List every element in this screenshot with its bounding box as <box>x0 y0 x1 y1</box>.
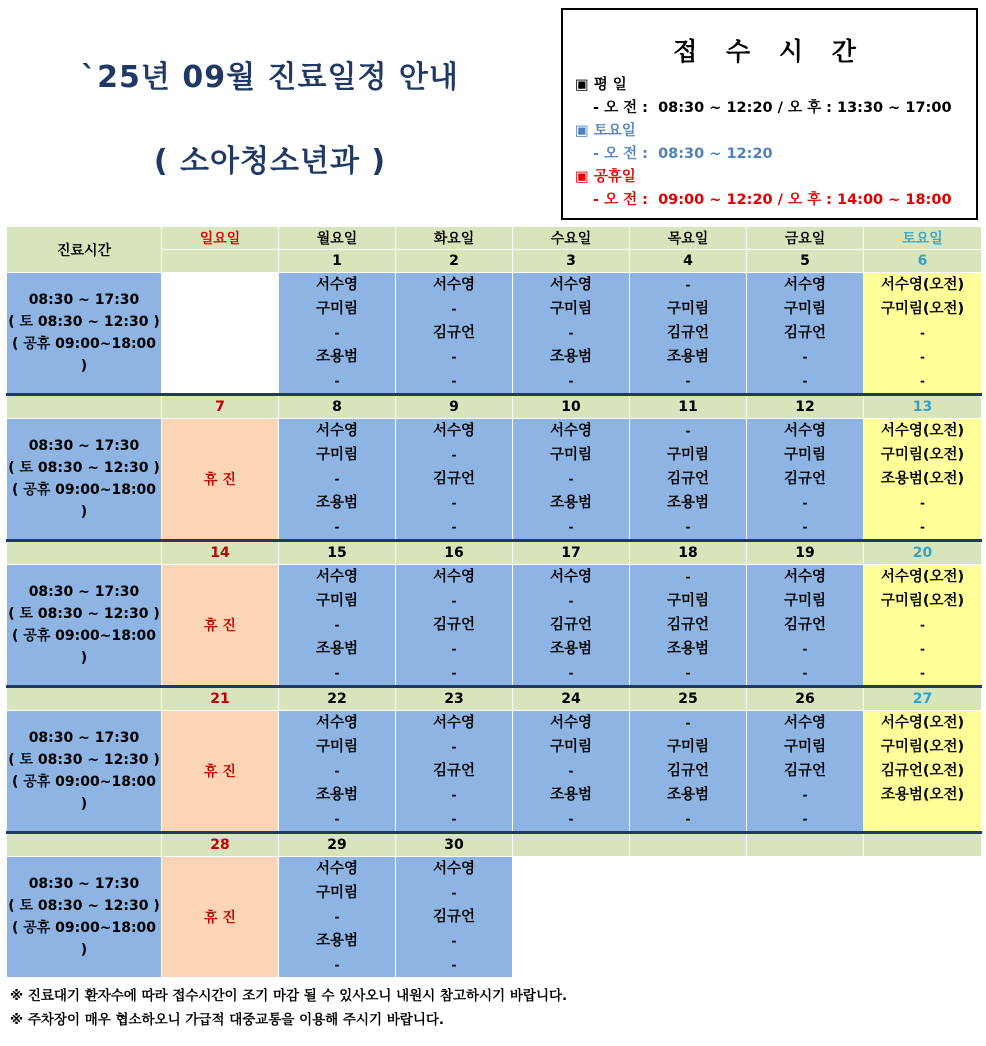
doctor-name: 구미림 <box>666 447 710 463</box>
doctor-name: 조용범 <box>315 349 359 365</box>
date-thursday: 4 <box>630 250 747 273</box>
doctor-name: 조용범 <box>315 933 359 949</box>
doctor-list-monday <box>279 857 396 978</box>
note-waiting: ※ 진료대기 환자수에 따라 접수시간이 조기 마감 될 수 있사오니 내원시 참고하시기 바랍니다. <box>10 988 568 1004</box>
holiday-label: ▣ 공휴일 <box>575 169 636 185</box>
doctor-name: - <box>568 472 574 486</box>
doctor-name: 서수영 <box>432 861 476 877</box>
date-row <box>7 395 982 419</box>
date-saturday: 13 <box>864 395 982 419</box>
doctor-name: 김규언 <box>783 325 827 341</box>
doctor-list-tuesday <box>396 711 513 833</box>
doctor-name: - <box>920 666 925 680</box>
closed-label: 휴 진 <box>204 472 236 488</box>
doctor-name: 조용범 <box>549 787 593 803</box>
doctor-name: 서수영 <box>549 277 593 293</box>
clinic-hours-line: 08:30 ~ 17:30 <box>28 584 140 600</box>
doctor-name: 서수영 <box>315 861 359 877</box>
doctor-list-thursday <box>630 711 747 833</box>
closed-cell <box>162 565 279 687</box>
doctor-name: - <box>334 910 340 924</box>
clinic-hours-line: 08:30 ~ 17:30 <box>28 876 140 892</box>
doctor-name: - <box>685 374 691 388</box>
doctor-name: - <box>451 374 457 388</box>
doctor-name: 구미림 <box>783 593 827 609</box>
day-header-tuesday: 화요일 <box>396 227 513 250</box>
clinic-hours-cell <box>7 273 162 395</box>
empty-cell <box>513 857 630 978</box>
saturday-label: ▣ 토요일 <box>575 123 636 139</box>
date-monday: 8 <box>279 395 396 419</box>
doctor-name: - <box>802 812 808 826</box>
date-monday: 29 <box>279 833 396 857</box>
closed-cell <box>162 857 279 978</box>
date-friday <box>747 833 864 857</box>
day-header-sunday: 일요일 <box>162 227 279 250</box>
doctor-list-tuesday <box>396 419 513 541</box>
date-sunday: 21 <box>162 687 279 711</box>
doctor-name: - <box>685 520 691 534</box>
doctor-name: - <box>451 666 457 680</box>
day-header-wednesday: 수요일 <box>513 227 630 250</box>
doctor-name: - <box>920 496 925 510</box>
doctor-name: - <box>451 934 457 948</box>
clinic-hours-line: 08:30 ~ 17:30 <box>28 438 140 454</box>
doctor-name: 서수영 <box>315 277 359 293</box>
doctor-name: - <box>451 302 457 316</box>
doctor-name: 구미림(오전) <box>880 301 965 317</box>
doctor-list-monday <box>279 711 396 833</box>
date-tuesday: 23 <box>396 687 513 711</box>
clinic-hours-line: ( 토 08:30 ~ 12:30 ) <box>8 898 160 914</box>
closed-cell <box>162 711 279 833</box>
clinic-hours-line: ( 공휴 09:00~18:00 ) <box>11 920 157 958</box>
notes <box>10 984 567 1032</box>
doctor-name: - <box>451 958 457 972</box>
doctor-name: - <box>451 812 457 826</box>
empty-cell <box>162 273 279 395</box>
clinic-hours-line: ( 토 08:30 ~ 12:30 ) <box>8 752 160 768</box>
doctor-name: 구미림 <box>315 739 359 755</box>
doctor-name: 구미림 <box>783 739 827 755</box>
doctor-list-monday <box>279 565 396 687</box>
doctor-name: 구미림 <box>549 447 593 463</box>
doctor-list-saturday <box>864 419 982 541</box>
doctor-name: - <box>920 350 925 364</box>
doctor-name: 서수영 <box>783 715 827 731</box>
doctor-name: 김규언 <box>432 909 476 925</box>
doctor-name: - <box>685 278 691 292</box>
doctor-list-thursday <box>630 273 747 395</box>
doctor-name: - <box>685 570 691 584</box>
doctor-name: - <box>451 740 457 754</box>
doctor-name: 조용범(오전) <box>880 787 965 803</box>
doctor-list-friday <box>747 273 864 395</box>
doctor-list-wednesday <box>513 711 630 833</box>
doctor-name: - <box>802 520 808 534</box>
doctor-name: 구미림 <box>315 885 359 901</box>
clinic-hours-line: ( 공휴 09:00~18:00 ) <box>11 774 157 812</box>
doctor-name: 구미림 <box>666 593 710 609</box>
doctor-name: - <box>802 666 808 680</box>
date-row-spacer <box>7 395 162 419</box>
doctor-list-tuesday <box>396 273 513 395</box>
holiday-hours: - 오 전 : 09:00 ~ 12:20 / 오 후 : 14:00 ~ 18:00 <box>593 192 952 208</box>
doctor-name: - <box>334 472 340 486</box>
doctor-name: 서수영 <box>315 423 359 439</box>
doctor-name: 김규언 <box>432 325 476 341</box>
doctor-list-friday <box>747 711 864 833</box>
doctor-name: 서수영(오전) <box>880 423 965 439</box>
doctor-name: 구미림 <box>315 447 359 463</box>
doctor-name: 조용범 <box>315 787 359 803</box>
doctor-name: 김규언(오전) <box>880 763 965 779</box>
date-tuesday: 2 <box>396 250 513 273</box>
doctor-name: 서수영 <box>783 569 827 585</box>
doctor-list-thursday <box>630 565 747 687</box>
doctor-name: - <box>685 424 691 438</box>
day-header-saturday: 토요일 <box>864 227 982 250</box>
clinic-hours-line: ( 토 08:30 ~ 12:30 ) <box>8 460 160 476</box>
clinic-hours-line: ( 토 08:30 ~ 12:30 ) <box>8 606 160 622</box>
doctor-name <box>864 807 981 831</box>
doctor-name: 서수영(오전) <box>880 715 965 731</box>
doctor-name: - <box>334 764 340 778</box>
doctor-list-thursday <box>630 419 747 541</box>
doctor-name: - <box>568 666 574 680</box>
date-row-spacer <box>7 833 162 857</box>
reception-hours-box <box>561 8 978 220</box>
doctor-name: 구미림 <box>549 301 593 317</box>
doctor-name: - <box>451 350 457 364</box>
date-tuesday: 9 <box>396 395 513 419</box>
doctor-name: 서수영 <box>432 423 476 439</box>
doctor-name: - <box>802 642 808 656</box>
doctor-name: - <box>334 812 340 826</box>
doctor-name: 김규언 <box>783 471 827 487</box>
doctor-name: - <box>334 520 340 534</box>
doctor-name: 구미림 <box>666 739 710 755</box>
doctor-name: 조용범 <box>549 349 593 365</box>
closed-label: 휴 진 <box>204 618 236 634</box>
doctor-name: 김규언 <box>432 617 476 633</box>
date-thursday: 25 <box>630 687 747 711</box>
note-parking: ※ 주차장이 매우 협소하오니 가급적 대중교통을 이용해 주시기 바랍니다. <box>10 1012 445 1028</box>
doctor-name: 김규언 <box>666 471 710 487</box>
doctor-name: 김규언 <box>666 763 710 779</box>
doctor-name: - <box>334 374 340 388</box>
doctor-list-saturday <box>864 565 982 687</box>
page-title: `25년 09월 진료일정 안내 <box>81 60 459 95</box>
date-saturday: 6 <box>864 250 982 273</box>
doctor-name: - <box>568 520 574 534</box>
date-thursday: 11 <box>630 395 747 419</box>
date-wednesday: 3 <box>513 250 630 273</box>
clinic-hours-cell <box>7 711 162 833</box>
day-header-friday: 금요일 <box>747 227 864 250</box>
empty-cell <box>864 857 982 978</box>
doctor-name: 조용범 <box>666 495 710 511</box>
doctor-name: - <box>568 764 574 778</box>
doctor-name: 조용범 <box>666 349 710 365</box>
doctor-name: - <box>685 666 691 680</box>
doctor-name: - <box>334 958 340 972</box>
date-row <box>7 687 982 711</box>
doctor-list-tuesday <box>396 857 513 978</box>
weekday-label: ▣ 평 일 <box>575 77 627 93</box>
doctor-name: 서수영 <box>783 277 827 293</box>
clinic-hours-line: 08:30 ~ 17:30 <box>28 292 140 308</box>
saturday-hours: - 오 전 : 08:30 ~ 12:20 <box>593 146 773 162</box>
date-saturday: 27 <box>864 687 982 711</box>
empty-cell <box>747 857 864 978</box>
doctor-name: - <box>451 594 457 608</box>
doctor-name: 구미림(오전) <box>880 739 965 755</box>
doctor-name: - <box>451 496 457 510</box>
reception-hours-title: 접 수 시 간 <box>673 37 866 66</box>
doctor-list-wednesday <box>513 273 630 395</box>
doctor-name: - <box>334 666 340 680</box>
doctor-list-wednesday <box>513 565 630 687</box>
doctor-name: - <box>920 642 925 656</box>
doctor-name: - <box>802 788 808 802</box>
doctor-name: 서수영 <box>432 277 476 293</box>
date-monday: 15 <box>279 541 396 565</box>
doctor-name: 서수영(오전) <box>880 569 965 585</box>
doctor-name: - <box>802 496 808 510</box>
doctor-name: 조용범 <box>549 641 593 657</box>
date-friday: 5 <box>747 250 864 273</box>
clinic-hours-cell <box>7 565 162 687</box>
clinic-hours-line: ( 공휴 09:00~18:00 ) <box>11 628 157 666</box>
clinic-hours-line: ( 토 08:30 ~ 12:30 ) <box>8 314 160 330</box>
day-header-row <box>7 227 982 250</box>
doctor-name: - <box>920 618 925 632</box>
doctor-name: - <box>451 788 457 802</box>
clinic-hours-line: 08:30 ~ 17:30 <box>28 730 140 746</box>
date-thursday: 18 <box>630 541 747 565</box>
date-saturday: 20 <box>864 541 982 565</box>
doctor-name: - <box>685 716 691 730</box>
doctor-name: - <box>568 594 574 608</box>
doctor-name: 김규언 <box>783 617 827 633</box>
closed-label: 휴 진 <box>204 910 236 926</box>
closed-cell <box>162 419 279 541</box>
doctor-name: 조용범(오전) <box>880 471 965 487</box>
date-saturday <box>864 833 982 857</box>
day-header-monday: 월요일 <box>279 227 396 250</box>
department-title: ( 소아청소년과 ) <box>153 144 387 179</box>
doctor-list-wednesday <box>513 419 630 541</box>
date-wednesday: 10 <box>513 395 630 419</box>
doctor-name: 서수영 <box>783 423 827 439</box>
doctor-list-friday <box>747 419 864 541</box>
clinic-hours-line: ( 공휴 09:00~18:00 ) <box>11 482 157 520</box>
doctor-name: 서수영 <box>432 715 476 731</box>
date-wednesday: 17 <box>513 541 630 565</box>
doctor-name: - <box>334 618 340 632</box>
doctor-name: 구미림(오전) <box>880 593 965 609</box>
schedule-row <box>7 711 982 833</box>
doctor-name: - <box>802 374 808 388</box>
doctor-name: 조용범 <box>666 641 710 657</box>
doctor-name: 김규언 <box>666 325 710 341</box>
date-friday: 12 <box>747 395 864 419</box>
date-row-spacer <box>7 687 162 711</box>
doctor-name: 서수영 <box>315 715 359 731</box>
doctor-list-tuesday <box>396 565 513 687</box>
doctor-name: 서수영 <box>432 569 476 585</box>
schedule-row <box>7 419 982 541</box>
doctor-name: - <box>568 812 574 826</box>
date-friday: 26 <box>747 687 864 711</box>
doctor-name: - <box>334 326 340 340</box>
doctor-name: 구미림 <box>783 301 827 317</box>
empty-cell <box>630 857 747 978</box>
doctor-name: - <box>920 374 925 388</box>
doctor-name: 김규언 <box>549 617 593 633</box>
doctor-name: 조용범 <box>549 495 593 511</box>
doctor-name: 구미림 <box>315 301 359 317</box>
date-wednesday <box>513 833 630 857</box>
date-sunday <box>162 250 279 273</box>
doctor-name: 구미림 <box>549 739 593 755</box>
date-sunday: 7 <box>162 395 279 419</box>
time-header: 진료시간 <box>7 227 162 273</box>
doctor-list-monday <box>279 419 396 541</box>
doctor-name: - <box>920 520 925 534</box>
doctor-name: 김규언 <box>432 763 476 779</box>
schedule-row <box>7 273 982 395</box>
clinic-hours-line: ( 공휴 09:00~18:00 ) <box>11 336 157 374</box>
doctor-name: 서수영(오전) <box>880 277 965 293</box>
date-wednesday: 24 <box>513 687 630 711</box>
doctor-name: 서수영 <box>549 569 593 585</box>
doctor-name: 김규언 <box>666 617 710 633</box>
date-tuesday: 30 <box>396 833 513 857</box>
doctor-name: - <box>568 374 574 388</box>
doctor-name: 김규언 <box>432 471 476 487</box>
doctor-name: 조용범 <box>666 787 710 803</box>
date-sunday: 28 <box>162 833 279 857</box>
weekday-hours: - 오 전 : 08:30 ~ 12:20 / 오 후 : 13:30 ~ 17:00 <box>593 100 952 116</box>
doctor-name: 조용범 <box>315 641 359 657</box>
clinic-hours-cell <box>7 857 162 978</box>
doctor-name: 서수영 <box>315 569 359 585</box>
clinic-hours-cell <box>7 419 162 541</box>
doctor-list-saturday <box>864 711 982 833</box>
doctor-list-monday <box>279 273 396 395</box>
doctor-name: 서수영 <box>549 715 593 731</box>
doctor-name: 서수영 <box>549 423 593 439</box>
doctor-name: 구미림(오전) <box>880 447 965 463</box>
date-row <box>7 833 982 857</box>
date-row <box>7 541 982 565</box>
day-header-thursday: 목요일 <box>630 227 747 250</box>
schedule-table <box>6 226 982 978</box>
doctor-name: 김규언 <box>783 763 827 779</box>
date-monday: 22 <box>279 687 396 711</box>
doctor-name: - <box>920 326 925 340</box>
date-tuesday: 16 <box>396 541 513 565</box>
doctor-name: - <box>802 350 808 364</box>
schedule-row <box>7 857 982 978</box>
date-row-spacer <box>7 541 162 565</box>
doctor-list-friday <box>747 565 864 687</box>
date-friday: 19 <box>747 541 864 565</box>
doctor-name: - <box>451 448 457 462</box>
doctor-name: 구미림 <box>315 593 359 609</box>
doctor-name: 조용범 <box>315 495 359 511</box>
doctor-name: 구미림 <box>666 301 710 317</box>
date-sunday: 14 <box>162 541 279 565</box>
doctor-name: 구미림 <box>783 447 827 463</box>
doctor-name: - <box>568 326 574 340</box>
doctor-name: - <box>685 812 691 826</box>
date-monday: 1 <box>279 250 396 273</box>
doctor-name: - <box>451 642 457 656</box>
doctor-list-saturday <box>864 273 982 395</box>
doctor-name: - <box>451 886 457 900</box>
schedule-row <box>7 565 982 687</box>
date-thursday <box>630 833 747 857</box>
doctor-name: - <box>451 520 457 534</box>
closed-label: 휴 진 <box>204 764 236 780</box>
